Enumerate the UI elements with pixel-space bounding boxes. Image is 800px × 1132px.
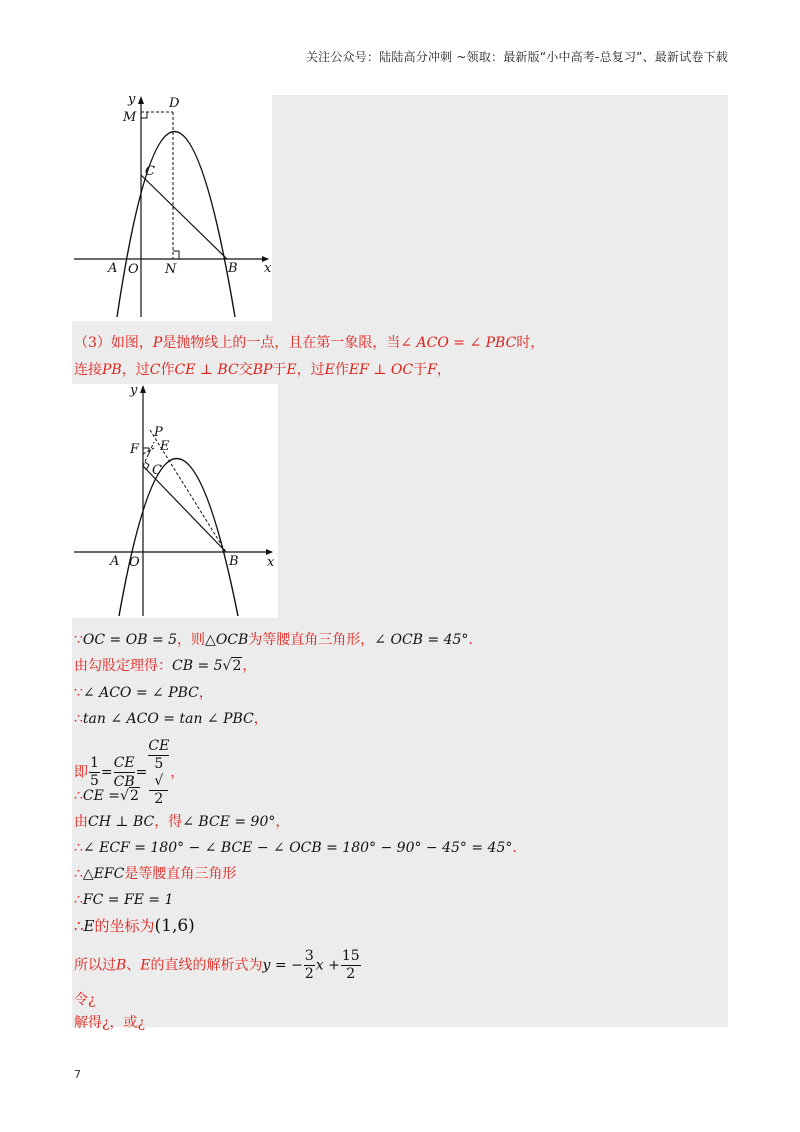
label-a: A <box>108 261 118 276</box>
fraction-ce-cb: $\frac{CE}{CB}$ <box>113 755 135 790</box>
solution-line-2: 由勾股定理得：CB = 5√2， <box>74 658 257 674</box>
parabola <box>119 459 238 617</box>
label-o: O <box>129 555 140 570</box>
label-o: O <box>128 262 139 277</box>
label-p: P <box>154 425 163 440</box>
label-x: x <box>264 261 272 276</box>
solution-line-8: ∴∠ ECF = 180° − ∠ BCE − ∠ OCB = 180° − 90° − 45° = 45°. <box>74 840 517 856</box>
parabola <box>117 132 235 318</box>
segment-cb <box>141 175 227 259</box>
solution-line-12: 所以过B、E的直线的解析式为y = − $\frac{3}{2}$ x + $\frac{15}{2}$ <box>74 948 360 982</box>
solution-line-5: 即 $\frac{1}{5}$ = $\frac{CE}{CB}$ = CE 5 √ 2 ， <box>74 738 185 807</box>
figure-1-parabola <box>72 95 272 321</box>
problem-construction: 连接PB，过C作CE ⊥ BC交BP于E，过E作EF ⊥ OC于F， <box>74 362 451 378</box>
label-y: y <box>130 384 138 398</box>
label-f: F <box>130 442 140 457</box>
fraction-1-5: $\frac{1}{5}$ <box>90 755 99 789</box>
solution-line-7: 由CH ⊥ BC，得∠ BCE = 90°， <box>74 814 290 830</box>
label-b: B <box>229 554 239 569</box>
label-c: C <box>145 164 155 179</box>
solution-line-1: ∵OC = OB = 5，则△OCB为等腰直角三角形，∠ OCB = 45°. <box>74 632 473 648</box>
problem-intro: （3）如图，P是抛物线上的一点，且在第一象限，当∠ ACO = ∠ PBC时， <box>74 335 545 351</box>
label-x: x <box>267 555 275 570</box>
solution-line-10: ∴FC = FE = 1 <box>74 892 174 908</box>
solution-line-13: 令¿ <box>74 992 96 1008</box>
label-a: A <box>110 554 120 569</box>
solution-line-9: ∴△EFC是等腰直角三角形 <box>74 866 237 882</box>
label-d: D <box>169 96 180 111</box>
label-m: M <box>123 110 137 125</box>
figure-2-parabola <box>72 384 278 618</box>
segment-cb <box>143 466 226 552</box>
label-n: N <box>165 262 177 277</box>
solution-line-4: ∴tan ∠ ACO = tan ∠ PBC， <box>74 711 268 727</box>
label-b: B <box>228 261 238 276</box>
solution-line-14: 解得¿，或¿ <box>74 1015 146 1031</box>
label-y: y <box>128 95 136 107</box>
fraction-15-2: $\frac{15}{2}$ <box>341 948 360 982</box>
fraction-ce-5root2: CE 5 √ 2 <box>148 738 170 807</box>
page-header: 关注公众号：陆陆高分冲刺 ~领取：最新版“小中高考-总复习”、最新试卷下载 <box>305 50 728 64</box>
solution-line-6: ∴CE =√2 <box>74 788 139 804</box>
label-c: C <box>152 463 162 478</box>
page-number: 7 <box>74 1068 81 1081</box>
fraction-3-2: $\frac{3}{2}$ <box>304 948 314 982</box>
label-e: E <box>160 439 170 454</box>
solution-line-3: ∵∠ ACO = ∠ PBC， <box>74 685 213 701</box>
solution-line-11: ∴E的坐标为(1,6) <box>74 916 195 936</box>
